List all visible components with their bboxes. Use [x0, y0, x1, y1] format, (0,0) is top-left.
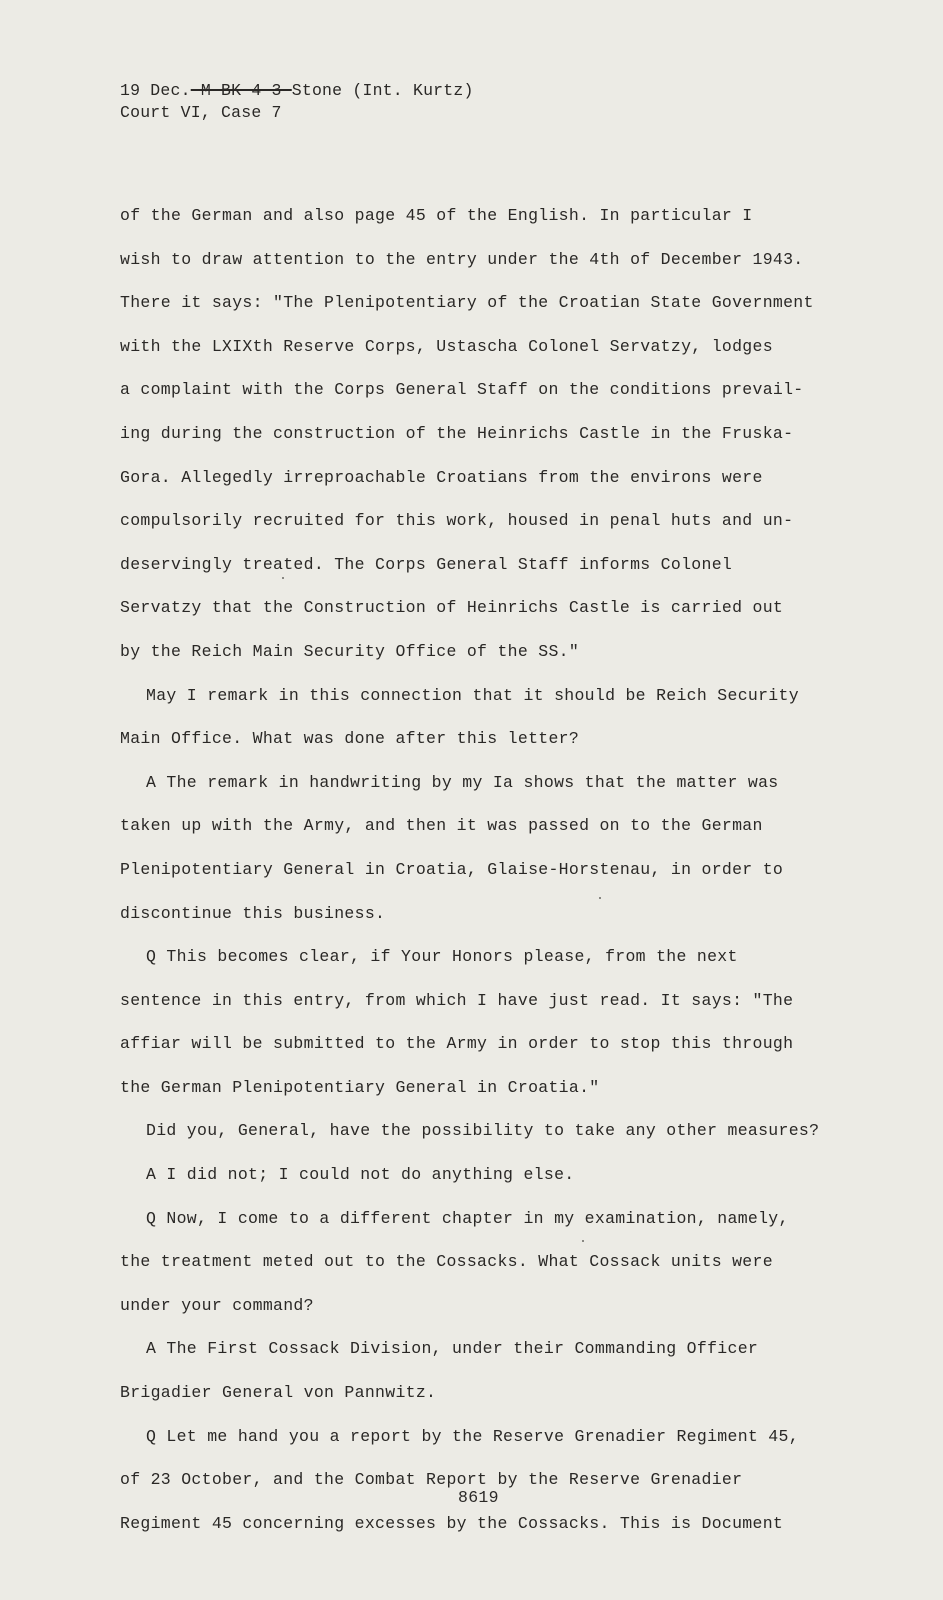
header-speaker: Stone (Int. Kurtz)	[291, 81, 474, 100]
transcript-line: discontinue this business.	[120, 903, 386, 923]
paper-speck	[599, 897, 601, 899]
transcript-line: ing during the construction of the Heinrichs Castle in the Fruska-	[120, 423, 794, 443]
transcript-line: by the Reich Main Security Office of the SS."	[120, 641, 580, 661]
header-date: 19 Dec.	[120, 81, 191, 100]
transcript-line: Plenipotentiary General in Croatia, Glaise-Horstenau, in order to	[120, 859, 784, 879]
transcript-line: deservingly treated. The Corps General Staff informs Colonel	[120, 554, 733, 574]
question-line: Q This becomes clear, if Your Honors please, from the next	[146, 947, 738, 967]
document-header	[120, 80, 474, 124]
transcript-line: affiar will be submitted to the Army in order to stop this through	[120, 1034, 794, 1054]
page-number: 8619	[458, 1488, 499, 1507]
transcript-line: Servatzy that the Construction of Heinrichs Castle is carried out	[120, 598, 784, 618]
transcript-line: Main Office. What was done after this letter?	[120, 729, 580, 749]
header-line-date	[120, 80, 474, 102]
question-line: Q Now, I come to a different chapter in my examination, namely,	[146, 1208, 789, 1228]
answer-line: A The remark in handwriting by my Ia shows that the matter was	[146, 772, 779, 792]
header-struck-code: -M-BK-4-3-	[190, 81, 292, 100]
paper-speck	[582, 1240, 584, 1242]
transcript-line: May I remark in this connection that it should be Reich Security	[146, 685, 799, 705]
header-court-case: Court VI, Case 7	[120, 103, 282, 122]
transcript-line: Regiment 45 concerning excesses by the Cossacks. This is Document	[120, 1513, 784, 1533]
transcript-line: the German Plenipotentiary General in Croatia."	[120, 1077, 600, 1097]
answer-line: A The First Cossack Division, under their Commanding Officer	[146, 1339, 759, 1359]
transcript-body	[120, 206, 840, 1557]
transcript-line: wish to draw attention to the entry under the 4th of December 1943.	[120, 249, 804, 269]
transcript-line: Brigadier General von Pannwitz.	[120, 1383, 437, 1403]
transcript-line: a complaint with the Corps General Staff on the conditions prevail-	[120, 380, 804, 400]
transcript-line: of 23 October, and the Combat Report by the Reserve Grenadier	[120, 1470, 743, 1490]
transcript-line: the treatment meted out to the Cossacks. What Cossack units were	[120, 1252, 773, 1272]
transcript-line: of the German and also page 45 of the English. In particular I	[120, 206, 753, 225]
transcript-line: taken up with the Army, and then it was passed on to the German	[120, 816, 763, 836]
transcript-line: compulsorily recruited for this work, housed in penal huts and un-	[120, 511, 794, 531]
transcript-line: There it says: "The Plenipotentiary of the Croatian State Government	[120, 293, 814, 313]
transcript-line: under your command?	[120, 1295, 314, 1315]
transcript-line: with the LXIXth Reserve Corps, Ustascha Colonel Servatzy, lodges	[120, 336, 773, 356]
question-line: Q Let me hand you a report by the Reserve Grenadier Regiment 45,	[146, 1426, 799, 1446]
transcript-line: Gora. Allegedly irreproachable Croatians from the environs were	[120, 467, 763, 487]
paper-speck	[282, 577, 284, 579]
answer-line: A I did not; I could not do anything else.	[146, 1165, 575, 1185]
transcript-line: Did you, General, have the possibility to take any other measures?	[146, 1121, 820, 1141]
transcript-line: sentence in this entry, from which I have just read. It says: "The	[120, 990, 794, 1010]
